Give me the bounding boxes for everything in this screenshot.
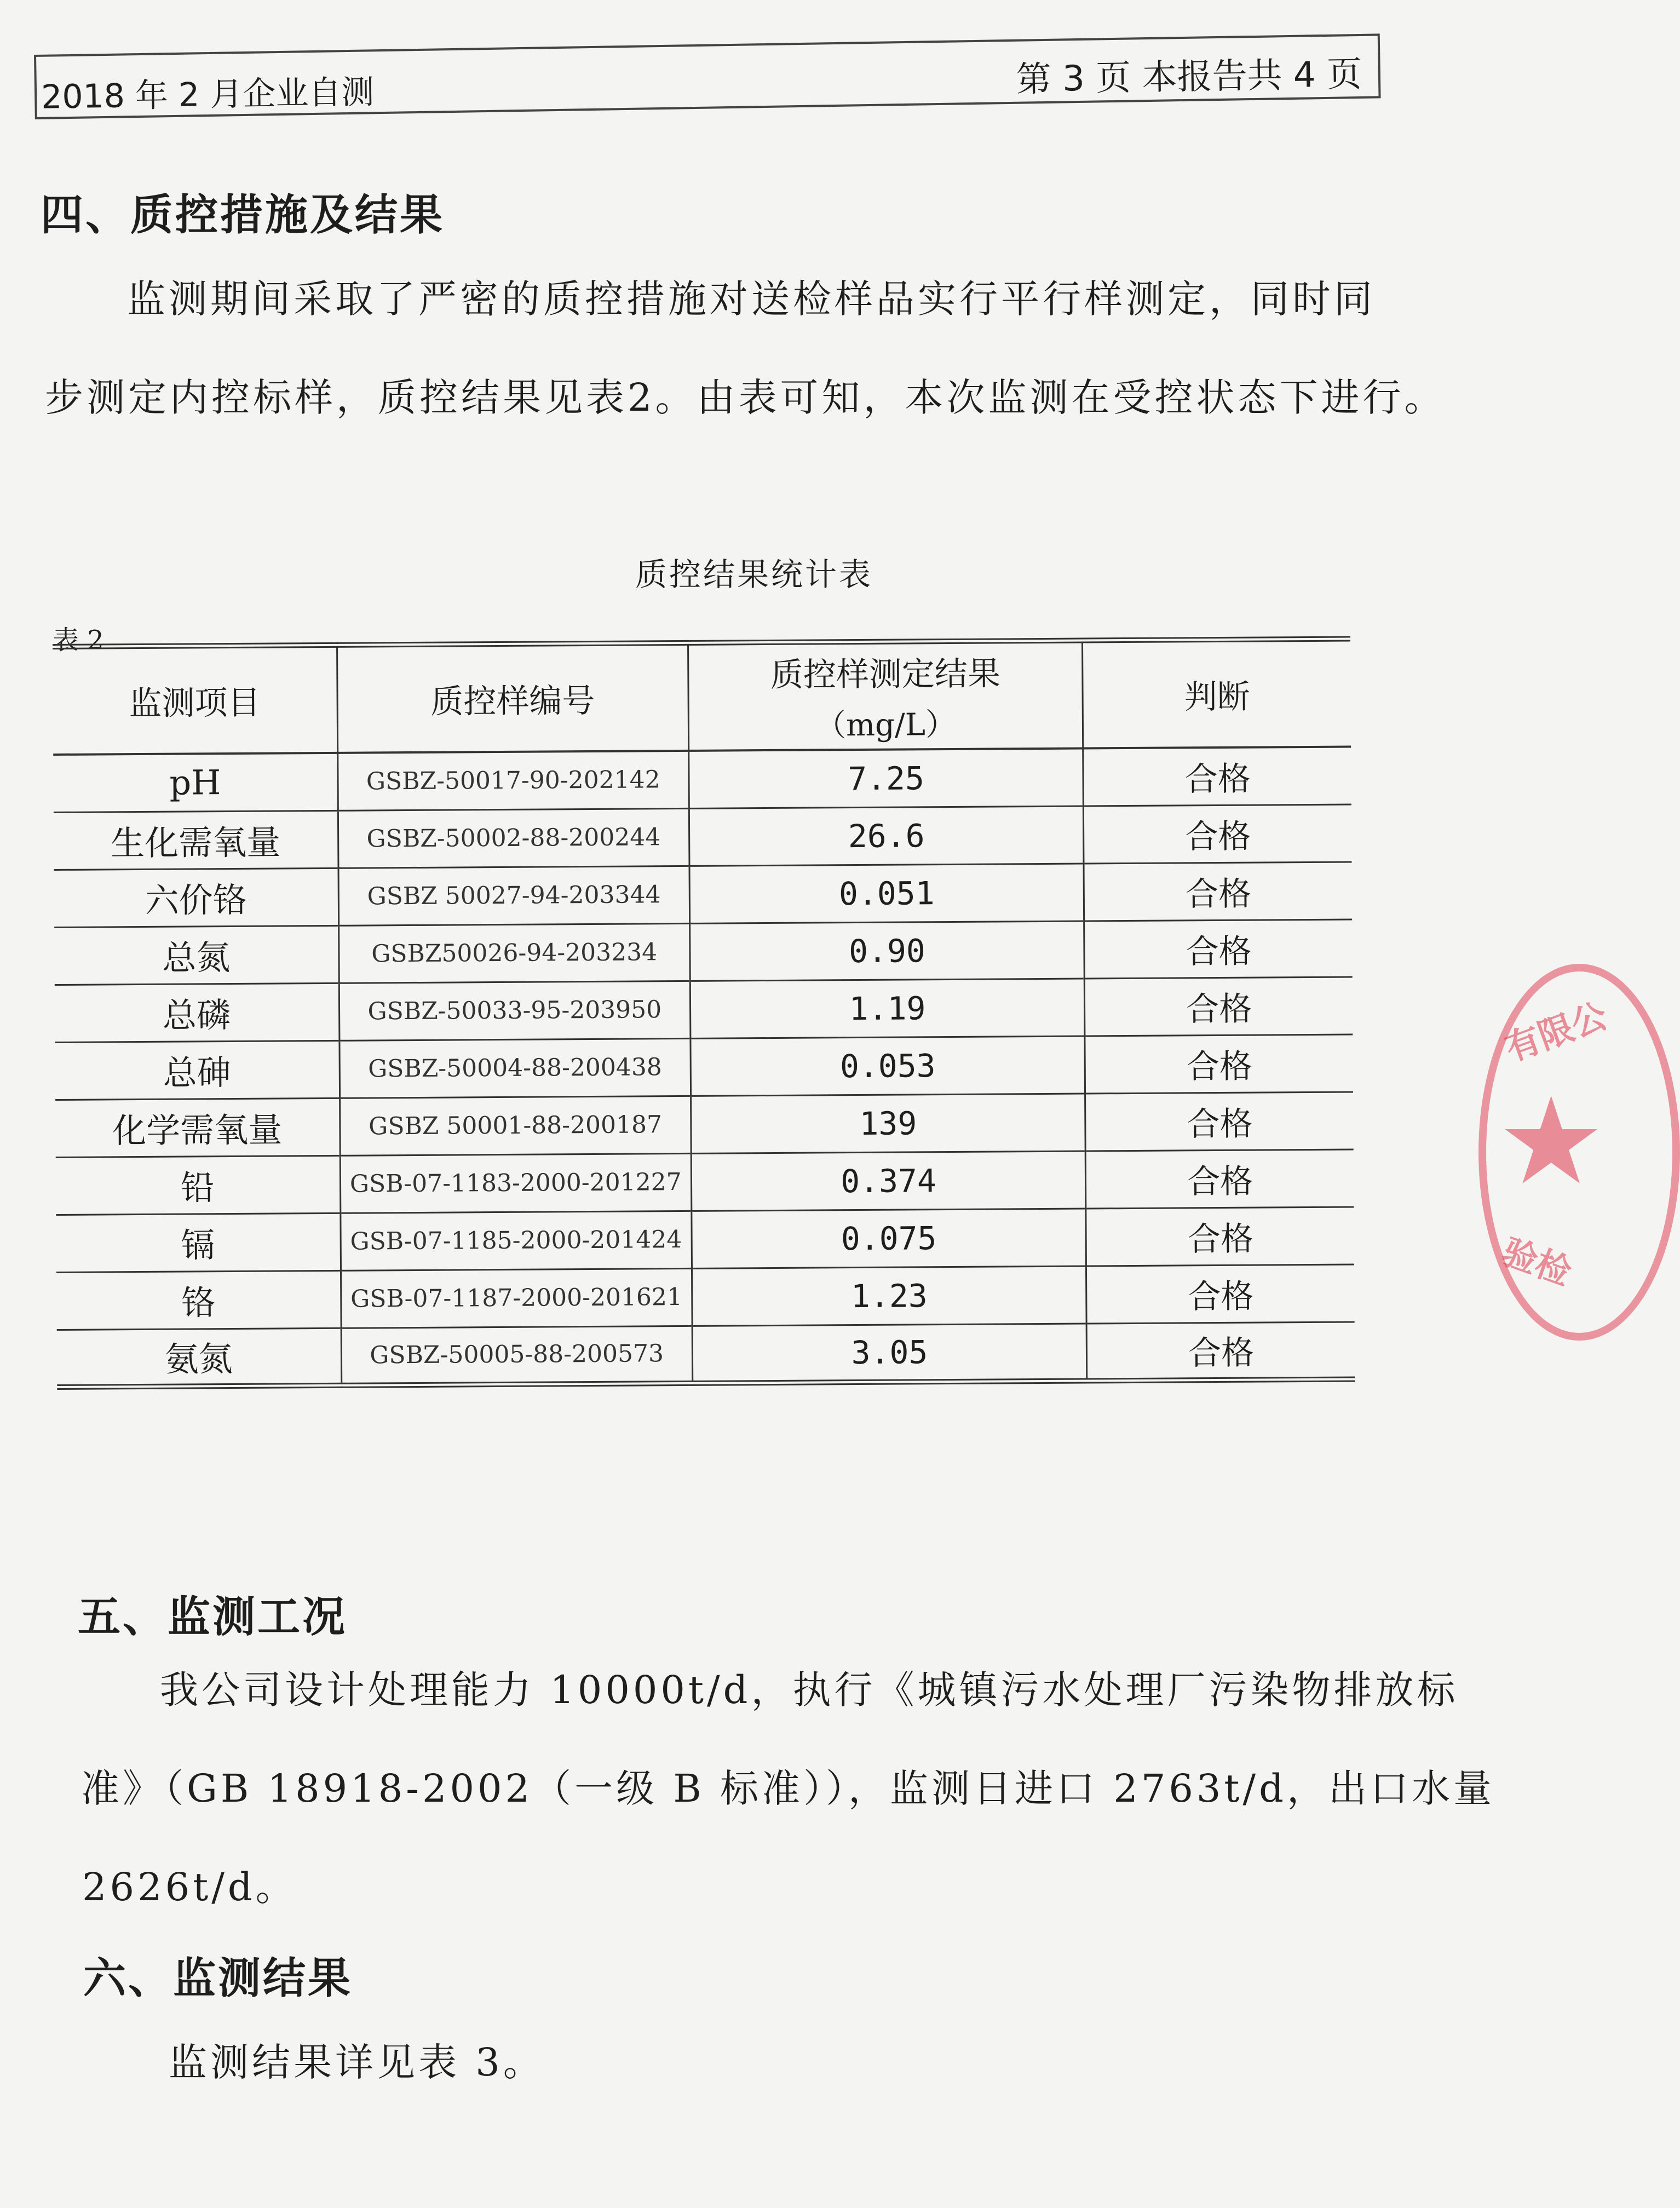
header-page-number: 第 3 页 本报告共 4 页 <box>1016 54 1362 100</box>
table-row <box>56 1207 1354 1272</box>
cell-code: GSB-07-1183-2000-201227 <box>340 1153 692 1213</box>
cell-item: 化学需氧量 <box>55 1098 340 1157</box>
cell-code: GSBZ 50001-88-200187 <box>340 1096 691 1155</box>
cell-item: 总磷 <box>55 983 340 1042</box>
cell-result: 0.90 <box>689 921 1084 981</box>
section-6-title: 六、监测结果 <box>83 1954 353 2003</box>
table-row <box>54 804 1352 870</box>
header-result-label: 质控样测定结果 <box>770 654 1001 694</box>
table-row <box>54 862 1353 927</box>
table-row <box>55 1092 1354 1157</box>
cell-item: 镉 <box>56 1213 341 1272</box>
cell-judgement: 合格 <box>1085 1034 1353 1094</box>
cell-code: GSBZ50026-94-203234 <box>338 923 690 983</box>
company-seal-stamp <box>1478 964 1680 1341</box>
table-row <box>57 1321 1355 1387</box>
header-result-unit: （mg/L） <box>815 706 957 744</box>
cell-judgement: 合格 <box>1083 747 1351 806</box>
cell-judgement: 合格 <box>1085 977 1353 1036</box>
stamp-text-top: 有限公 <box>1499 995 1613 1070</box>
cell-judgement: 合格 <box>1084 919 1353 979</box>
qc-results-table <box>53 636 1355 1390</box>
table-row <box>56 1264 1355 1330</box>
cell-judgement: 合格 <box>1086 1321 1355 1381</box>
cell-code: GSBZ-50002-88-200244 <box>338 808 689 868</box>
header-monitoring-item: 监测项目 <box>53 645 337 755</box>
table-row <box>54 919 1353 985</box>
cell-result: 0.374 <box>691 1151 1086 1210</box>
cell-item: 氨氮 <box>57 1328 342 1387</box>
table-header-row <box>53 639 1351 755</box>
cell-item: 铅 <box>56 1155 341 1215</box>
table-number: 表 2 <box>53 625 104 656</box>
cell-code: GSBZ-50033-95-203950 <box>339 981 691 1040</box>
section-5-title: 五、监测工况 <box>78 1592 348 1642</box>
cell-result: 0.075 <box>692 1208 1086 1268</box>
stamp-text-bottom: 验检 <box>1497 1231 1577 1294</box>
section-4-paragraph-line-1: 监测期间采取了严密的质控措施对送检样品实行平行样测定，同时同 <box>127 277 1376 321</box>
page-header <box>34 33 1381 119</box>
cell-judgement: 合格 <box>1084 804 1352 864</box>
table-row <box>56 1149 1354 1215</box>
cell-code: GSB-07-1185-2000-201424 <box>341 1211 692 1270</box>
section-5-paragraph-line-1: 我公司设计处理能力 10000t/d，执行《城镇污水处理厂污染物排放标 <box>160 1668 1459 1712</box>
table-row <box>55 1034 1353 1100</box>
cell-result: 1.23 <box>692 1266 1086 1325</box>
cell-item: pH <box>53 753 338 812</box>
section-5-paragraph-line-2: 准》（GB 18918-2002（一级 B 标准）），监测日进口 2763t/d，出口水量 <box>81 1766 1495 1811</box>
cell-item: 六价铬 <box>54 868 339 927</box>
table-title: 质控结果统计表 <box>635 556 873 593</box>
section-5-paragraph-line-3: 2626t/d。 <box>82 1865 297 1910</box>
cell-result: 0.051 <box>689 864 1084 923</box>
header-judgement: 判断 <box>1083 639 1351 749</box>
table-row <box>55 977 1353 1042</box>
cell-item: 生化需氧量 <box>54 810 338 870</box>
header-result <box>688 641 1083 751</box>
cell-judgement: 合格 <box>1086 1264 1355 1324</box>
header-report-period: 2018 年 2 月企业自测 <box>41 73 375 117</box>
header-sample-code: 质控样编号 <box>337 643 688 753</box>
cell-code: GSBZ-50004-88-200438 <box>340 1038 691 1098</box>
cell-item: 总氮 <box>54 925 339 985</box>
table-row <box>53 747 1351 812</box>
cell-judgement: 合格 <box>1085 1092 1354 1151</box>
cell-judgement: 合格 <box>1084 862 1352 921</box>
section-4-paragraph-line-2: 步测定内控标样，质控结果见表2。由表可知，本次监测在受控状态下进行。 <box>45 375 1446 420</box>
star-icon: ★ <box>1497 1071 1606 1211</box>
section-6-paragraph: 监测结果详见表 3。 <box>169 2040 545 2085</box>
cell-item: 总砷 <box>55 1040 340 1100</box>
cell-result: 1.19 <box>690 978 1085 1038</box>
cell-item: 铬 <box>56 1270 341 1330</box>
cell-result: 7.25 <box>688 749 1083 808</box>
cell-code: GSBZ-50005-88-200573 <box>341 1326 693 1385</box>
cell-result: 3.05 <box>692 1323 1087 1383</box>
cell-result: 26.6 <box>689 806 1084 866</box>
cell-code: GSB-07-1187-2000-201621 <box>341 1268 692 1328</box>
cell-result: 139 <box>691 1093 1085 1153</box>
section-4-title: 四、质控措施及结果 <box>41 191 445 240</box>
cell-code: GSBZ 50027-94-203344 <box>338 866 690 925</box>
cell-judgement: 合格 <box>1086 1207 1354 1266</box>
cell-code: GSBZ-50017-90-202142 <box>337 751 689 810</box>
cell-judgement: 合格 <box>1085 1149 1354 1209</box>
cell-result: 0.053 <box>691 1036 1085 1095</box>
